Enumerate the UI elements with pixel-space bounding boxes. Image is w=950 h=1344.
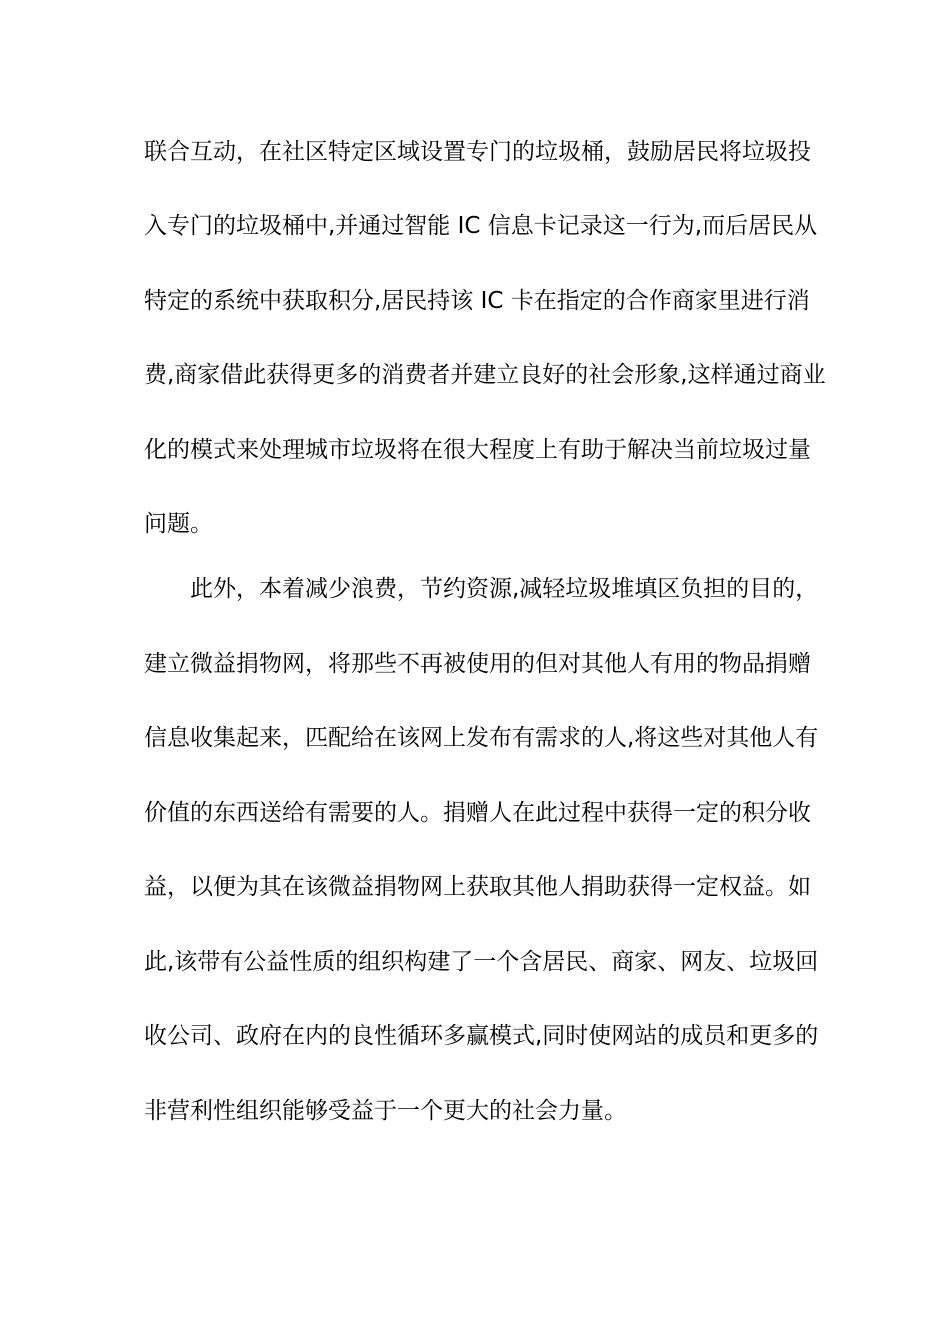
paragraph-line: 此外，本着减少浪费，节约资源,减轻垃圾堆填区负担的目的， <box>190 576 819 602</box>
paragraph-line: 非营利性组织能够受益于一个更大的社会力量。 <box>144 1098 627 1124</box>
paragraph-line: 此,该带有公益性质的组织构建了一个含居民、商家、网友、垃圾回 <box>144 949 819 975</box>
paragraph-line: 益，以便为其在该微益捐物网上获取其他人捐助获得一定权益。如 <box>144 874 811 900</box>
paragraph-line: 特定的系统中获取积分,居民持该 IC 卡在指定的合作商家里进行消 <box>144 288 810 314</box>
paragraph-line: 建立微益捐物网，将那些不再被使用的但对其他人有用的物品捐赠 <box>144 651 811 677</box>
paragraph-line: 化的模式来处理城市垃圾将在很大程度上有助于解决当前垃圾过量 <box>144 437 811 463</box>
paragraph-line: 联合互动，在社区特定区域设置专门的垃圾桶，鼓励居民将垃圾投 <box>144 139 811 165</box>
paragraph-line: 价值的东西送给有需要的人。捐赠人在此过程中获得一定的积分收 <box>144 800 811 826</box>
paragraph-line: 收公司、政府在内的良性循环多赢模式,同时使网站的成员和更多的 <box>144 1023 819 1049</box>
paragraph-line: 入专门的垃圾桶中,并通过智能 IC 信息卡记录这一行为,而后居民从 <box>144 213 818 239</box>
paragraph-line: 问题。 <box>144 511 213 537</box>
paragraph-line: 信息收集起来，匹配给在该网上发布有需求的人,将这些对其他人有 <box>144 725 819 751</box>
paragraph-line: 费,商家借此获得更多的消费者并建立良好的社会形象,这样通过商业 <box>144 362 826 388</box>
